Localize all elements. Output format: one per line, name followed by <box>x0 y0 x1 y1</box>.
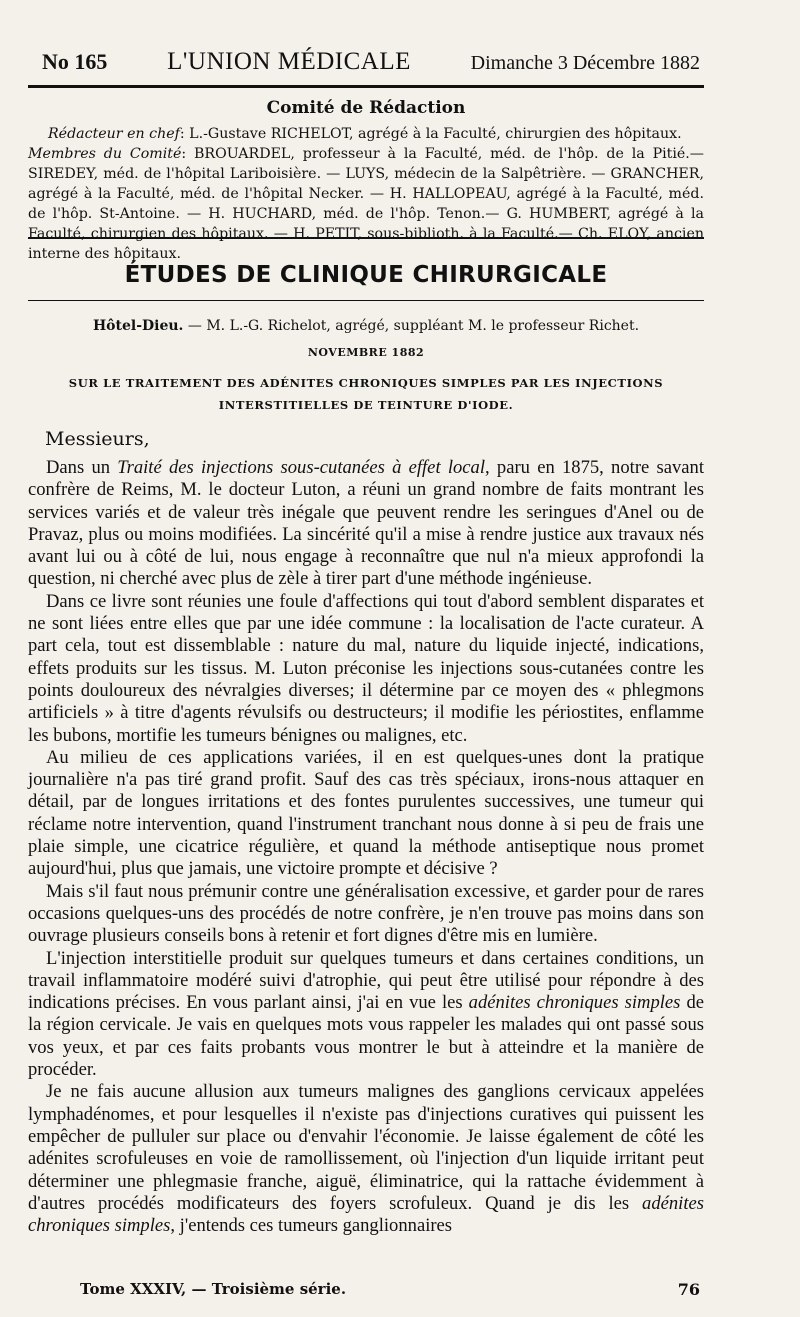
committee-title: Comité de Rédaction <box>266 98 466 118</box>
article-subtitle <box>28 372 704 416</box>
article-month: NOVEMBRE 1882 <box>307 346 425 359</box>
author-line: — M. L.-G. Richelot, agrégé, suppléant M. le professeur Richet. <box>187 318 640 334</box>
paragraph-5 <box>28 948 704 1082</box>
paragraph-6 <box>28 1081 704 1237</box>
title-rule <box>28 300 704 301</box>
members-text: : BROUARDEL, professeur à la Faculté, méd. de l'hôp. de la Pitié.— SIREDEY, méd. de l'hôpital Lariboisière. — LUYS, médecin de la Salpêtrière. — GRANCHER, agrégé à la Faculté, méd. de l'hôpital Necker. — H. HALLOPEAU, agrégé à la Faculté, méd. de l'hôp. St-Antoine. — H. HUCHARD, méd. de l'hôp. Tenon.— G. HUMBERT, agrégé à la Faculté, chirurgien des hôpitaux. — H. PETIT, sous-biblioth. à la Faculté.— Ch. ELOY, ancien interne des hôpitaux. <box>28 146 704 262</box>
subtitle-line-1: SUR LE TRAITEMENT DES ADÉNITES CHRONIQUES SIMPLES PAR LES INJECTIONS <box>68 376 664 390</box>
journal-title: L'UNION MÉDICALE <box>167 48 411 75</box>
volume-info: Tome XXXIV, — Troisième série. <box>80 1280 347 1298</box>
issue-number: No 165 <box>42 49 108 74</box>
article-byline <box>28 318 704 334</box>
members-label: Membres du Comité <box>28 146 182 162</box>
p5-italic: adénites chroniques simples <box>468 992 681 1014</box>
p5-text-a: L'injection interstitielle produit sur quelques tumeurs et dans certaines conditions, un travail inflammatoire modéré suivi d'atrophie, qui peut être utilisé pour répondre à des indications précises. En vous parlant ainsi, j'ai en vue les <box>28 947 704 1014</box>
paragraph-3: Au milieu de ces applications variées, il en est quelques-unes dont la pratique journalière n'a pas tiré grand profit. Sauf des cas très spéciaux, irons-nous attaquer en détail, par de longues irritations et des fontes purulentes successives, une tumeur qui réclame notre intervention, quand l'instrument tranchant nous donne à si peu de frais une plaie simple, une cicatrice régulière, et quand la méthode antiseptique nous promet aujourd'hui, plus que jamais, une victoire prompte et décisive ? <box>28 746 704 880</box>
paragraph-2: Dans ce livre sont réunies une foule d'affections qui tout d'abord semblent disparates et ne sont liées entre elles que par une idée commune : la localisation de l'acte curateur. A part cela, tout est dissemblable : nature du mal, nature du liquide injecté, indications, effets produits sur les tissus. M. Luton préconise les injections sous-cutanées contre les points douloureux des névralgies diverses; il détermine par ce moyen des « phlegmons artificiels » à titre d'agents révulsifs ou destructeurs; il modifie les périostites, enflamme les bubons, mortifie les tumeurs bénignes ou malignes, etc. <box>28 590 704 746</box>
running-header <box>42 48 700 76</box>
hospital-name: Hôtel-Dieu. <box>92 318 184 334</box>
paragraph-1 <box>28 457 704 591</box>
members-line <box>28 144 704 264</box>
editor-line <box>28 124 704 144</box>
p6-text-b: , j'entends ces tumeurs ganglionnaires <box>170 1215 453 1237</box>
p5-text-b: de la région cervicale. Je vais en quelques mots vous rappeler les malades qui ont passé sous vos yeux, et par ces faits probants vous montrer le but à atteindre et la manière de procéder. <box>28 992 704 1081</box>
article-title: ÉTUDES DE CLINIQUE CHIRURGICALE <box>124 262 608 288</box>
editor-text: : L.-Gustave RICHELOT, agrégé à la Faculté, chirurgien des hôpitaux. <box>179 126 682 142</box>
page-footer <box>80 1280 700 1299</box>
committee-rule <box>28 237 704 239</box>
issue-date: Dimanche 3 Décembre 1882 <box>470 52 700 74</box>
editor-label: Rédacteur en chef <box>48 126 180 142</box>
p1-text-a: Dans un <box>46 457 118 478</box>
header-rule <box>28 85 704 88</box>
p1-text-b: , paru en 1875, notre savant confrère de Reims, M. le docteur Luton, a réuni un grand nombre de faits montrant les services variés et de valeur très inégale que peuvent rendre les seringues d'Anel ou de Pravaz, plus ou moins modifiées. La sincérité qu'il a mise à rendre justice aux travaux nés avant lui ou à côté de lui, nous engage à reconnaître que nul n'a mieux approfondi la question, ni cherché avec plus de zèle à tirer part d'une méthode ingénieuse. <box>28 457 704 590</box>
article-body <box>28 457 704 1237</box>
editorial-committee <box>28 98 704 264</box>
page-number: 76 <box>677 1280 700 1299</box>
p6-text-a: Je ne fais aucune allusion aux tumeurs malignes des ganglions cervicaux appelées lymphadénomes, et pour lesquelles il n'existe pas d'injections curatives qui puissent les empêcher de pulluler sur place ou d'envahir l'économie. Je laisse également de côté les adénites scrofuleuses en voie de ramollissement, où l'injection d'un liquide irritant peut déterminer une phlegmasie franche, aiguë, éliminatrice, qui la rattache évidemment à d'autres procédés modificateurs des foyers scrofuleux. Quand je dis les <box>28 1081 704 1214</box>
salutation: Messieurs, <box>45 428 150 450</box>
subtitle-line-2: INTERSTITIELLES DE TEINTURE D'IODE. <box>218 398 514 412</box>
p6-italic: adénites chroniques simples <box>28 1192 704 1237</box>
paragraph-4: Mais s'il faut nous prémunir contre une généralisation excessive, et garder pour de rares occasions quelques-uns des procédés de notre confrère, je n'en trouve pas moins dans son ouvrage plusieurs conseils bons à retenir et fort dignes d'être mis en lumière. <box>28 880 704 947</box>
p1-italic: Traité des injections sous-cutanées à effet local <box>117 457 486 478</box>
